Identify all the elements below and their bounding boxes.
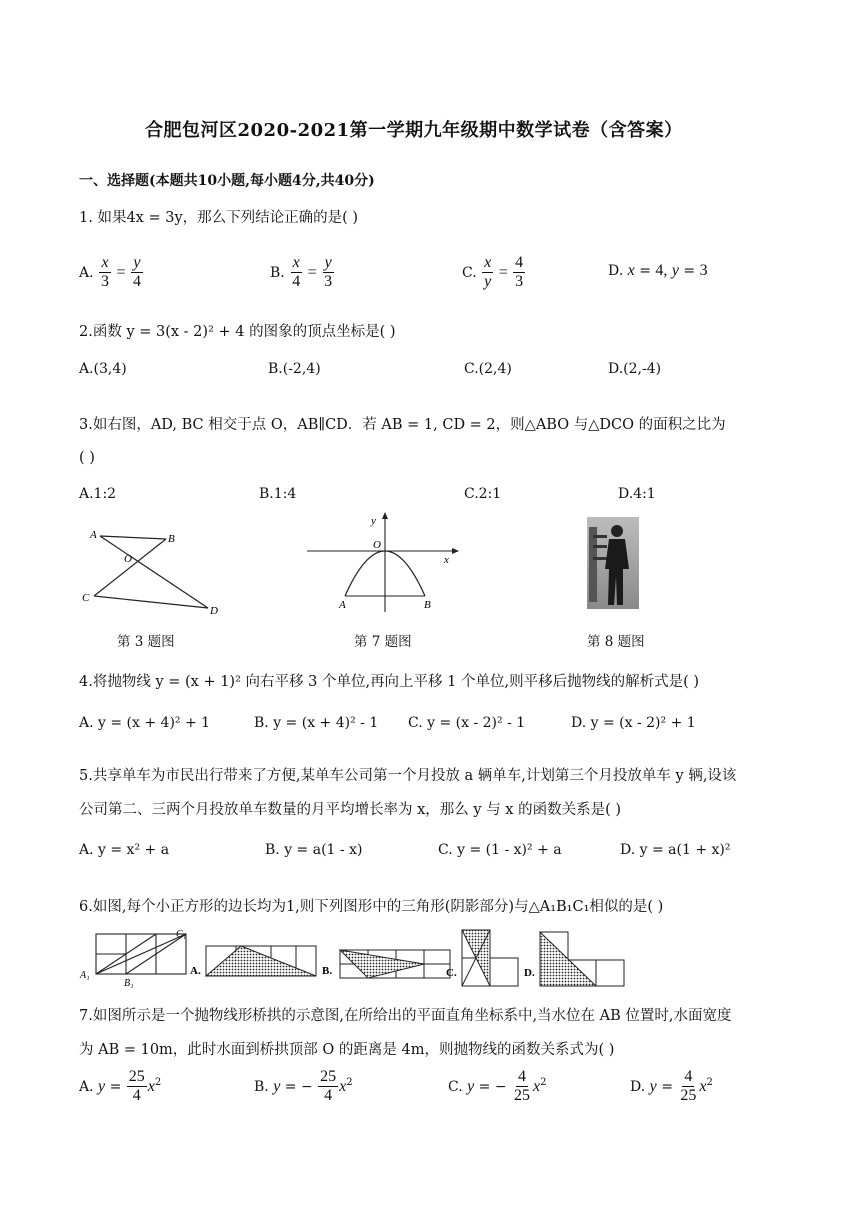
question-5-stem: 5.共享单车为市民出行带来了方便,某单车公司第一个月投放 a 辆单车,计划第三个月投放单车 y 辆,设该 bbox=[79, 768, 737, 784]
option-d-label: D. bbox=[524, 967, 535, 979]
option-label: D. bbox=[608, 263, 624, 279]
option-label: B. bbox=[254, 1078, 269, 1095]
section-heading: 一、选择题(本题共10小题,每小题4分,共40分) bbox=[79, 173, 375, 189]
question-5-option-c: C. y = (1 - x)² + a bbox=[438, 842, 562, 858]
question-4-option-c: C. y = (x - 2)² - 1 bbox=[408, 715, 526, 731]
fraction: $\frac{25}{4}$ bbox=[128, 1068, 145, 1105]
label-a1: A₁ bbox=[80, 970, 90, 981]
origin-label: O bbox=[373, 539, 381, 551]
option-label: A. bbox=[79, 264, 94, 281]
option-c-label: C. bbox=[446, 967, 457, 979]
fraction: $\frac{4}{3}$ bbox=[515, 254, 524, 291]
page-title: 合肥包河区2020-2021第一学期九年级期中数学试卷（含答案） bbox=[145, 120, 683, 141]
question-7-stem: 7.如图所示是一个抛物线形桥拱的示意图,在所给出的平面直角坐标系中,当水位在 AB 位置时,水面宽度 bbox=[79, 1008, 732, 1024]
question-1-option-d: D. x = 4, y = 3 bbox=[608, 262, 708, 279]
figure-8-photo bbox=[587, 517, 639, 609]
question-1-option-c: C. $\frac{x}{y}$ = $\frac{4}{3}$ bbox=[462, 254, 524, 291]
question-1-option-a: A. $\frac{x}{3}$ = $\frac{y}{4}$ bbox=[79, 254, 141, 291]
figure-7 bbox=[303, 510, 463, 620]
fraction: $\frac{x}{4}$ bbox=[292, 254, 301, 291]
question-4-option-a: A. y = (x + 4)² + 1 bbox=[79, 715, 211, 731]
option-label: C. bbox=[448, 1078, 463, 1095]
question-3-option-d: D.4:1 bbox=[618, 486, 656, 502]
question-5-option-d: D. y = a(1 + x)² bbox=[620, 842, 731, 858]
option-label: A. bbox=[79, 1078, 94, 1095]
question-6-stem: 6.如图,每个小正方形的边长均为1,则下列图形中的三角形(阴影部分)与△A₁B₁C₁相似的是( ) bbox=[79, 899, 664, 915]
figure-7-caption: 第 7 题图 bbox=[354, 634, 412, 650]
point-label-b: B bbox=[424, 599, 431, 611]
question-7-stem-cont: 为 AB = 10m，此时水面到桥拱顶部 O 的距离是 4m，则抛物线的函数关系式为( ) bbox=[79, 1042, 615, 1058]
question-2-option-a: A.(3,4) bbox=[79, 361, 127, 377]
question-4-option-b: B. y = (x + 4)² - 1 bbox=[254, 715, 379, 731]
point-label-c: C bbox=[82, 592, 90, 604]
question-5-option-a: A. y = x² + a bbox=[79, 842, 170, 858]
option-label: C. bbox=[462, 264, 477, 281]
fraction: $\frac{y}{4}$ bbox=[132, 254, 141, 291]
question-3-stem: 3.如右图，AD, BC 相交于点 O，AB∥CD．若 AB = 1, CD = 2，则△ABO 与△DCO 的面积之比为 bbox=[79, 417, 726, 433]
question-4-stem: 4.将抛物线 y = (x + 1)² 向右平移 3 个单位,再向上平移 1 个单位,则平移后抛物线的解析式是( ) bbox=[79, 674, 700, 690]
fraction: $\frac{x}{y}$ bbox=[484, 254, 492, 291]
fraction: $\frac{x}{3}$ bbox=[101, 254, 110, 291]
question-2-option-c: C.(2,4) bbox=[464, 361, 512, 377]
figure-6-grids bbox=[78, 926, 638, 988]
question-2-stem: 2.函数 y = 3(x - 2)² + 4 的图象的顶点坐标是( ) bbox=[79, 324, 396, 340]
fraction: $\frac{25}{4}$ bbox=[320, 1068, 337, 1105]
option-label: D. bbox=[630, 1078, 646, 1095]
fraction: $\frac{4}{25}$ bbox=[514, 1068, 531, 1105]
question-7-option-b: B. y = − $\frac{25}{4}$ $x^2$ bbox=[254, 1068, 353, 1105]
point-label-a: A bbox=[339, 599, 346, 611]
fraction: $\frac{y}{3}$ bbox=[324, 254, 333, 291]
question-1-option-b: B. $\frac{x}{4}$ = $\frac{y}{3}$ bbox=[270, 254, 333, 291]
figure-8-caption: 第 8 题图 bbox=[587, 634, 645, 650]
point-label-o: O bbox=[124, 553, 132, 565]
question-5-stem-cont: 公司第二、三两个月投放单车数量的月平均增长率为 x，那么 y 与 x 的函数关系是( ) bbox=[79, 802, 622, 818]
axis-label-y: y bbox=[371, 515, 376, 527]
point-label-d: D bbox=[210, 605, 218, 617]
question-5-option-b: B. y = a(1 - x) bbox=[265, 842, 363, 858]
question-7-option-d: D. y = $\frac{4}{25}$ $x^2$ bbox=[630, 1068, 713, 1105]
question-4-option-d: D. y = (x - 2)² + 1 bbox=[571, 715, 696, 731]
question-3-option-b: B.1:4 bbox=[259, 486, 297, 502]
figure-3-caption: 第 3 题图 bbox=[117, 634, 175, 650]
option-a-label: A. bbox=[190, 965, 201, 977]
point-label-b: B bbox=[168, 533, 175, 545]
question-7-option-c: C. y = − $\frac{4}{25}$ $x^2$ bbox=[448, 1068, 547, 1105]
question-1-stem: 1. 如果4x = 3y，那么下列结论正确的是( ) bbox=[79, 210, 359, 226]
option-b-label: B. bbox=[322, 965, 333, 977]
point-label-a: A bbox=[90, 529, 97, 541]
figure-3 bbox=[80, 522, 230, 622]
label-b1: B₁ bbox=[124, 978, 134, 988]
question-7-option-a: A. y = $\frac{25}{4}$ $x^2$ bbox=[79, 1068, 162, 1105]
option-label: B. bbox=[270, 264, 285, 281]
question-3-option-c: C.2:1 bbox=[464, 486, 502, 502]
question-2-option-d: D.(2,-4) bbox=[608, 361, 662, 377]
axis-label-x: x bbox=[444, 554, 449, 566]
question-3-stem-cont: ( ) bbox=[79, 450, 95, 466]
question-2-option-b: B.(-2,4) bbox=[268, 361, 321, 377]
label-c1: C₁ bbox=[176, 929, 187, 940]
question-3-option-a: A.1:2 bbox=[79, 486, 117, 502]
fraction: $\frac{4}{25}$ bbox=[680, 1068, 697, 1105]
